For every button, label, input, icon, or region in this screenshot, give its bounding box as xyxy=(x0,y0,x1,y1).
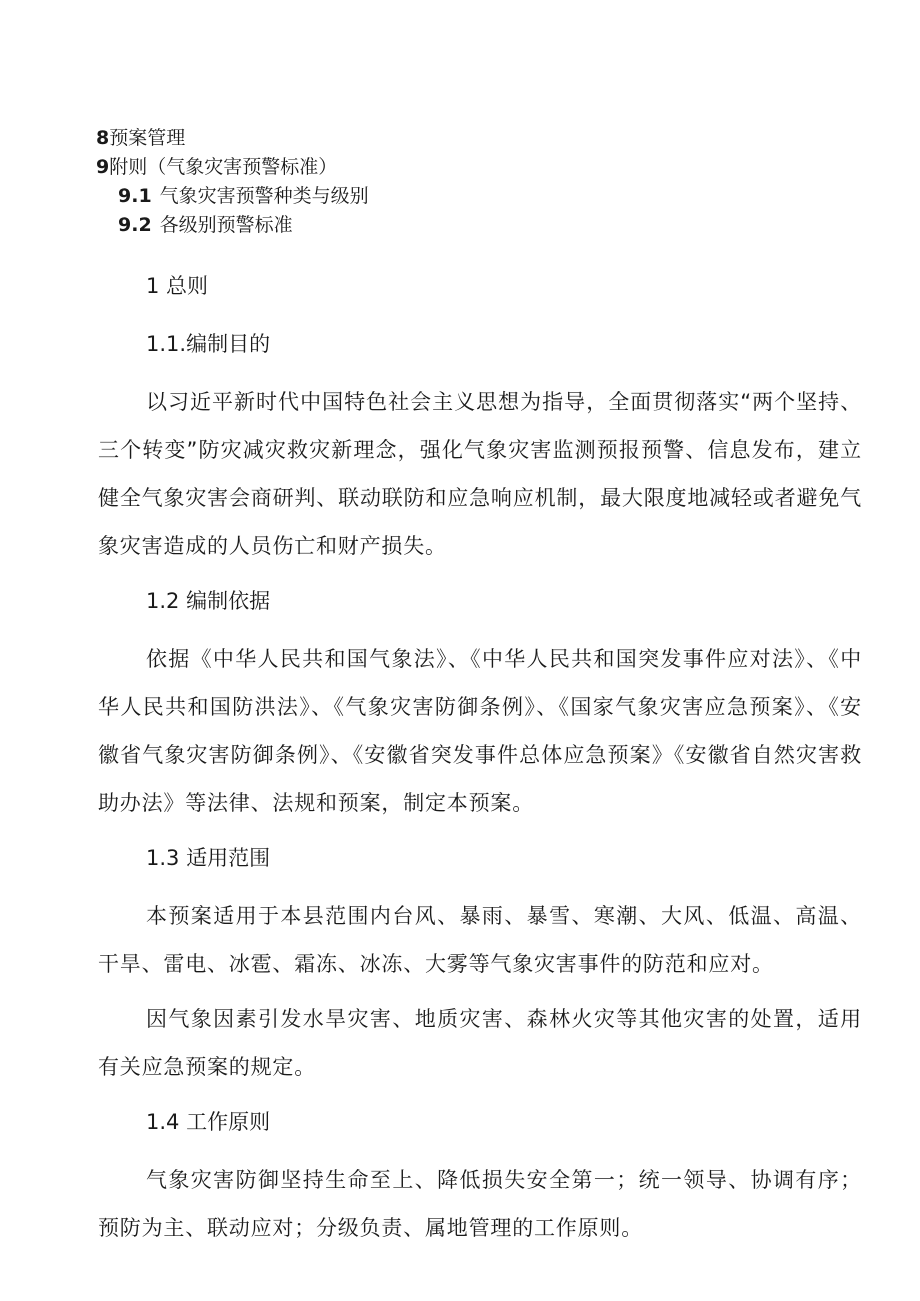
toc-item-9[interactable] xyxy=(96,153,369,182)
toc-number: 9.1 xyxy=(118,185,152,207)
paragraph-principles: 气象灾害防御坚持生命至上、降低损失安全第一；统一领导、协调有序；预防为主、联动应对；分级负责、属地管理的工作原则。 xyxy=(98,1168,862,1240)
toc-number: 9 xyxy=(96,156,110,178)
section-heading-1-4: 1.4 工作原则 xyxy=(146,1110,271,1134)
paragraph-scope-1: 本预案适用于本县范围内台风、暴雨、暴雪、寒潮、大风、低温、高温、干旱、雷电、冰雹、霜冻、冰冻、大雾等气象灾害事件的防范和应对。 xyxy=(98,904,862,976)
toc-text: 各级别预警标准 xyxy=(159,214,293,236)
section-heading-1: 1 总则 xyxy=(146,274,209,298)
toc-number: 8 xyxy=(96,127,110,149)
section-heading-1-1: 1.1.编制目的 xyxy=(146,332,271,356)
paragraph-purpose: 以习近平新时代中国特色社会主义思想为指导，全面贯彻落实“两个坚持、三个转变”防灾减灾救灾新理念，强化气象灾害监测预报预警、信息发布，建立健全气象灾害会商研判、联动联防和应急响应机制，最大限度地减轻或者避免气象灾害造成的人员伤亡和财产损失。 xyxy=(98,390,862,558)
toc-item-9-2[interactable] xyxy=(96,211,369,240)
paragraph-basis: 依据《中华人民共和国气象法》、《中华人民共和国突发事件应对法》、《中华人民共和国防洪法》、《气象灾害防御条例》、《国家气象灾害应急预案》、《安徽省气象灾害防御条例》、《安徽省突发事件总体应急预案》《安徽省自然灾害救助办法》等法律、法规和预案，制定本预案。 xyxy=(98,647,862,815)
paragraph-scope-2: 因气象因素引发水旱灾害、地质灾害、森林火灾等其他灾害的处置，适用有关应急预案的规定。 xyxy=(98,1007,862,1079)
section-heading-1-2: 1.2 编制依据 xyxy=(146,589,271,613)
toc-text: 预案管理 xyxy=(109,127,186,149)
toc-number: 9.2 xyxy=(118,214,152,236)
toc-item-8[interactable] xyxy=(96,124,369,153)
document-body xyxy=(98,262,862,1259)
toc-text: 气象灾害预警种类与级别 xyxy=(159,185,369,207)
toc-item-9-1[interactable] xyxy=(96,182,369,211)
table-of-contents xyxy=(96,124,369,240)
section-heading-1-3: 1.3 适用范围 xyxy=(146,846,271,870)
toc-text: 附则（气象灾害预警标准） xyxy=(109,156,338,178)
